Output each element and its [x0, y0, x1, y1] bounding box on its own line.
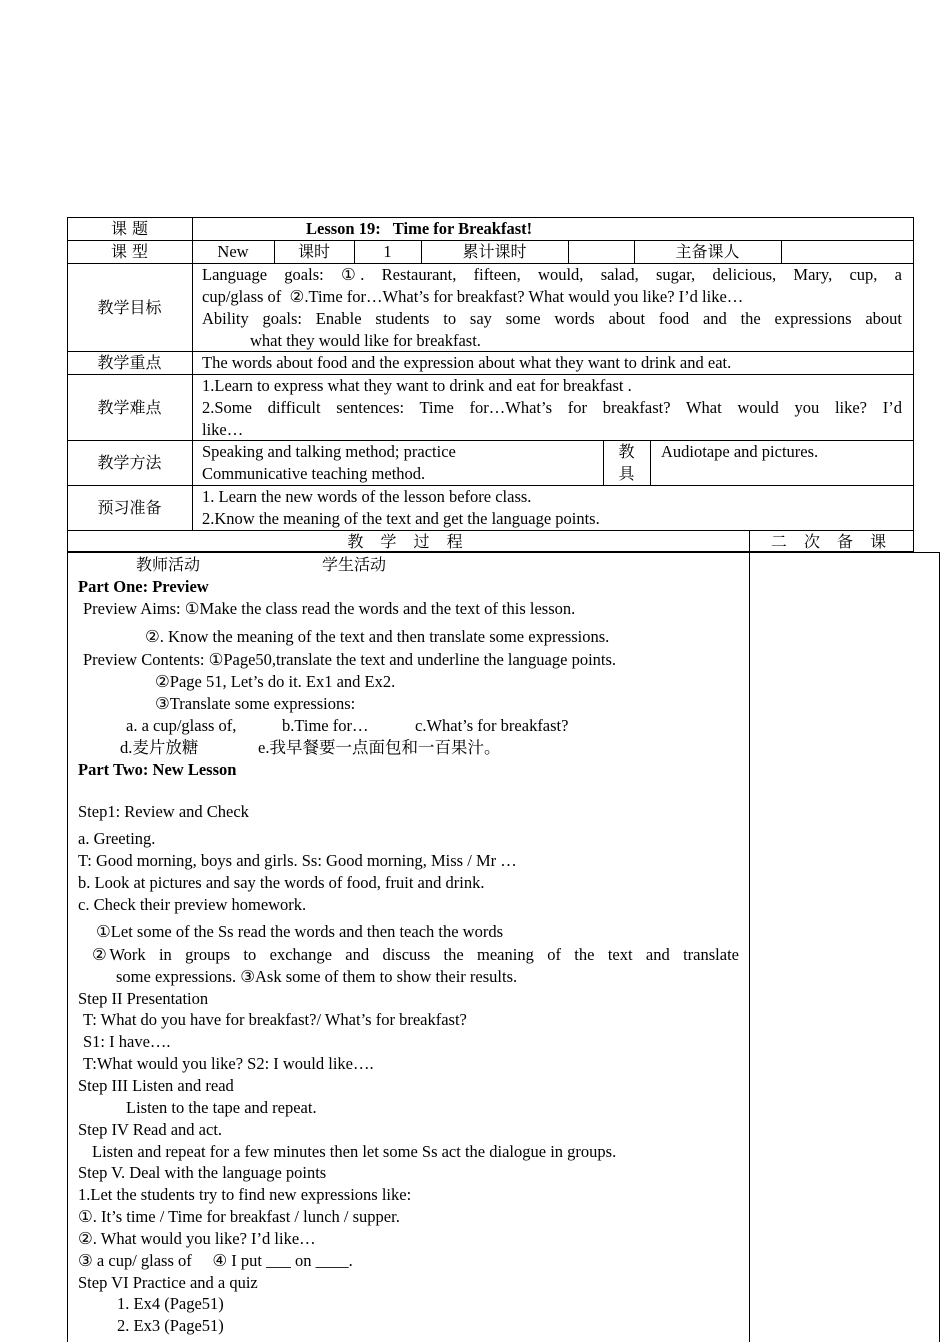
step1-dialogue: T: Good morning, boys and girls. Ss: Good morning, Miss / Mr …: [78, 851, 517, 870]
goals-line-3: Ability goals: Enable students to say some words about food and the expressions about: [202, 309, 902, 328]
teacher-activity-heading: 教师活动: [136, 555, 201, 574]
step2-teacher-2: T:What would you like? S2: I would like….: [83, 1054, 374, 1073]
col-divider: [192, 217, 193, 530]
step1-c: c. Check their preview homework.: [78, 895, 307, 914]
preview-prep-label: 预习准备: [97, 498, 162, 517]
step2-student: S1: I have….: [83, 1032, 171, 1051]
preview-contents-2: ②Page 51, Let’s do it. Ex1 and Ex2.: [155, 672, 396, 691]
second-prep-column: [749, 552, 750, 1342]
key-points-label: 教学重点: [97, 353, 162, 372]
expression-d: d.麦片放糖: [120, 738, 199, 757]
step5-expression-3: ③ a cup/ glass of ④ I put ___ on ____.: [78, 1251, 353, 1270]
methods-line-1: Speaking and talking method; practice: [202, 442, 456, 461]
step1-a: a. Greeting.: [78, 829, 156, 848]
teaching-aids-label-2: 具: [618, 464, 635, 483]
step2-teacher: T: What do you have for breakfast?/ What’s for breakfast?: [83, 1010, 467, 1029]
part-two-heading: Part Two: New Lesson: [78, 760, 237, 779]
preview-contents-3: ③Translate some expressions:: [155, 694, 356, 713]
second-prep-header: 二 次 备 课: [770, 532, 893, 551]
step4-heading: Step IV Read and act.: [78, 1120, 223, 1139]
difficulties-label: 教学难点: [97, 398, 162, 417]
teaching-aids-text: Audiotape and pictures.: [661, 442, 819, 461]
lesson-title: Lesson 19: Time for Breakfast!: [306, 219, 533, 238]
expression-e: e.我早餐要一点面包和一百果汁。: [258, 738, 501, 757]
step3-text: Listen to the tape and repeat.: [126, 1098, 317, 1117]
goals-line-2: cup/glass of ②.Time for…What’s for breakfast? What would you like? I’d like…: [202, 287, 744, 306]
topic-label: 课 题: [110, 219, 149, 238]
type-value: New: [217, 242, 249, 261]
step1-c1: ①Let some of the Ss read the words and then teach the words: [96, 922, 504, 941]
step1-c2-line-2: some expressions. ③Ask some of them to show their results.: [116, 967, 518, 986]
step2-heading: Step II Presentation: [78, 989, 209, 1008]
step4-text: Listen and repeat for a few minutes then let some Ss act the dialogue in groups.: [92, 1142, 617, 1161]
total-hours-label: 累计课时: [462, 242, 527, 261]
expression-b: b.Time for…: [282, 716, 369, 735]
step1-heading: Step1: Review and Check: [78, 802, 249, 821]
methods-label: 教学方法: [97, 453, 162, 472]
key-points-text: The words about food and the expression about what they want to drink and eat.: [202, 353, 732, 372]
step6-item-2: 2. Ex3 (Page51): [117, 1316, 224, 1335]
step5-expression-2: ②. What would you like? I’d like…: [78, 1229, 316, 1248]
step5-heading: Step V. Deal with the language points: [78, 1163, 327, 1182]
preview-contents-1: Preview Contents: ①Page50,translate the text and underline the language points.: [83, 650, 617, 669]
process-header: 教 学 过 程: [347, 532, 469, 551]
methods-line-2: Communicative teaching method.: [202, 464, 426, 483]
step6-item-1: 1. Ex4 (Page51): [117, 1294, 224, 1313]
col-divider: [568, 240, 569, 263]
part-one-heading: Part One: Preview: [78, 577, 209, 596]
teaching-aids-label-1: 教: [618, 442, 635, 461]
step3-heading: Step III Listen and read: [78, 1076, 234, 1095]
difficulties-line-2: 2.Some difficult sentences: Time for…What’s for breakfast? What would you like? I’d: [202, 398, 902, 417]
step5-intro: 1.Let the students try to find new expressions like:: [78, 1185, 412, 1204]
preview-prep-line-2: 2.Know the meaning of the text and get the language points.: [202, 509, 600, 528]
type-label: 课 型: [110, 242, 149, 261]
expression-c: c.What’s for breakfast?: [415, 716, 569, 735]
preview-prep-line-1: 1. Learn the new words of the lesson before class.: [202, 487, 532, 506]
step6-heading: Step VI Practice and a quiz: [78, 1273, 258, 1292]
preview-aims-1: Preview Aims: ①Make the class read the words and the text of this lesson.: [83, 599, 576, 618]
col-divider: [650, 440, 651, 485]
preview-aims-2: ②. Know the meaning of the text and then translate some expressions.: [145, 627, 610, 646]
col-divider: [781, 240, 782, 263]
expression-a: a. a cup/glass of,: [126, 716, 237, 735]
lead-teacher-label: 主备课人: [675, 242, 740, 261]
step1-b: b. Look at pictures and say the words of food, fruit and drink.: [78, 873, 485, 892]
hours-value: 1: [383, 242, 392, 261]
difficulties-line-1: 1.Learn to express what they want to drink and eat for breakfast .: [202, 376, 632, 395]
student-activity-heading: 学生活动: [322, 555, 387, 574]
difficulties-line-3: like…: [202, 420, 244, 439]
goals-line-1: Language goals: ①. Restaurant, fifteen, would, salad, sugar, delicious, Mary, cup, a: [202, 265, 902, 284]
step5-expression-1: ①. It’s time / Time for breakfast / lunch / supper.: [78, 1207, 400, 1226]
goals-line-4: what they would like for breakfast.: [250, 331, 481, 350]
hours-label: 课时: [297, 242, 330, 261]
step1-c2-line-1: ②Work in groups to exchange and discuss the meaning of the text and translate: [92, 945, 739, 964]
goals-label: 教学目标: [97, 298, 162, 317]
